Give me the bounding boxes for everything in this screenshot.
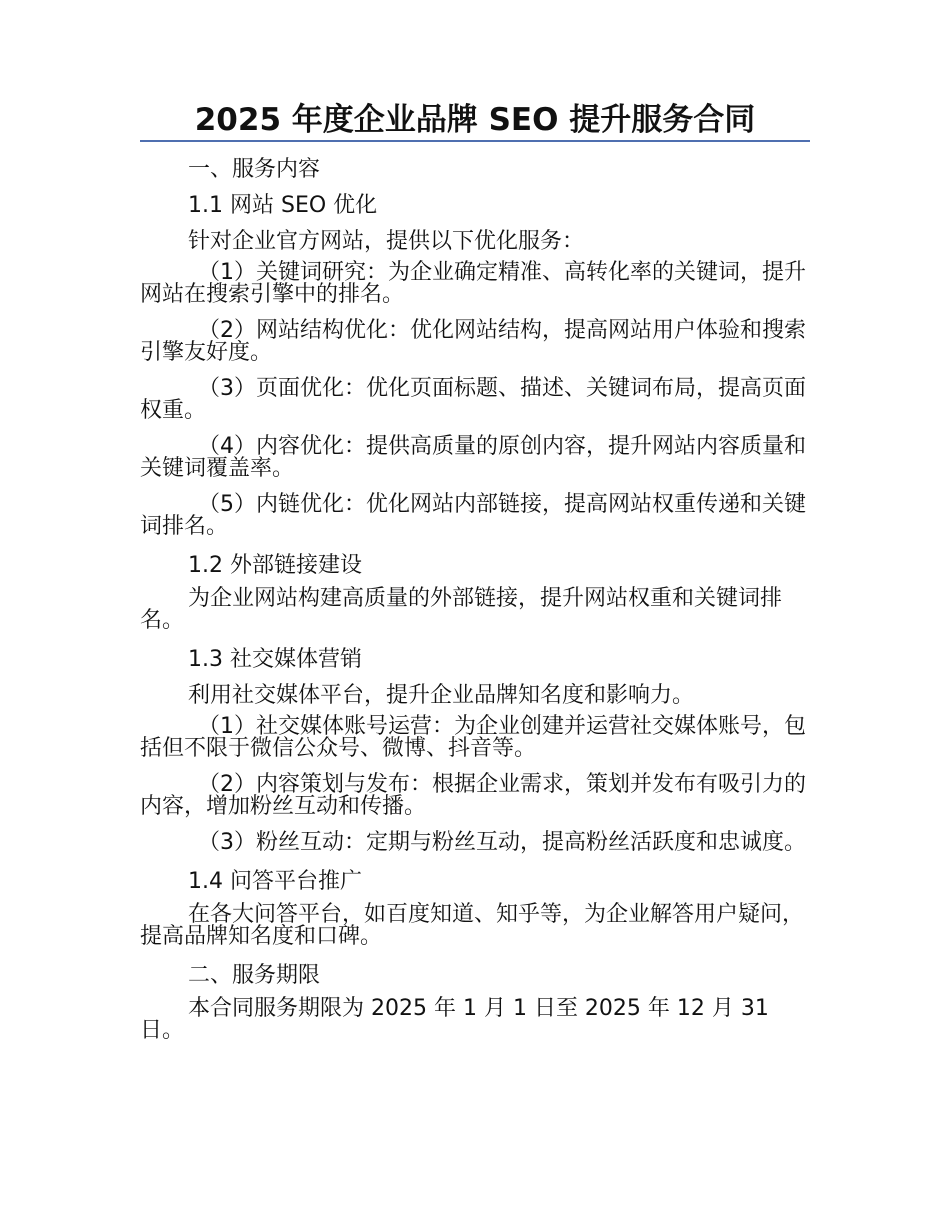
social-item-fan-interaction: （3）粉丝互动：定期与粉丝互动，提高粉丝活跃度和忠诚度。 bbox=[198, 830, 806, 855]
qa-platform-text: 在各大问答平台，如百度知道、知乎等，为企业解答用户疑问，提高品牌知名度和口碑。 bbox=[140, 902, 805, 949]
contract-title: 2025 年度企业品牌 SEO 提升服务合同 bbox=[140, 100, 810, 142]
subsection-heading-external-links: 1.2 外部链接建设 bbox=[188, 553, 362, 578]
contract-body bbox=[140, 156, 808, 1056]
social-item-content-planning: （2）内容策划与发布：根据企业需求，策划并发布有吸引力的内容，增加粉丝互动和传播。 bbox=[140, 772, 806, 819]
seo-intro: 针对企业官方网站，提供以下优化服务： bbox=[188, 229, 585, 254]
subsection-heading-qa-platform: 1.4 问答平台推广 bbox=[188, 869, 362, 894]
seo-item-structure: （2）网站结构优化：优化网站结构，提高网站用户体验和搜索引擎友好度。 bbox=[140, 318, 806, 365]
subsection-heading-social-media: 1.3 社交媒体营销 bbox=[188, 647, 362, 672]
external-links-text: 为企业网站构建高质量的外部链接，提升网站权重和关键词排名。 bbox=[140, 586, 783, 633]
subsection-heading-seo: 1.1 网站 SEO 优化 bbox=[188, 193, 378, 218]
seo-item-page: （3）页面优化：优化页面标题、描述、关键词布局，提高页面权重。 bbox=[140, 376, 806, 423]
social-item-accounts: （1）社交媒体账号运营：为企业创建并运营社交媒体账号，包括但不限于微信公众号、微博、抖音等。 bbox=[140, 714, 806, 761]
seo-item-keyword-research: （1）关键词研究：为企业确定精准、高转化率的关键词，提升网站在搜索引擎中的排名。 bbox=[140, 260, 806, 307]
section-heading-service-term: 二、服务期限 bbox=[188, 963, 321, 988]
section-heading-service-content: 一、服务内容 bbox=[188, 157, 321, 182]
social-media-intro: 利用社交媒体平台，提升企业品牌知名度和影响力。 bbox=[188, 683, 695, 708]
seo-item-content: （4）内容优化：提供高质量的原创内容，提升网站内容质量和关键词覆盖率。 bbox=[140, 434, 806, 481]
service-term-text: 本合同服务期限为 2025 年 1 月 1 日至 2025 年 12 月 31 日。 bbox=[140, 996, 769, 1043]
seo-item-internal-links: （5）内链优化：优化网站内部链接，提高网站权重传递和关键词排名。 bbox=[140, 492, 806, 539]
